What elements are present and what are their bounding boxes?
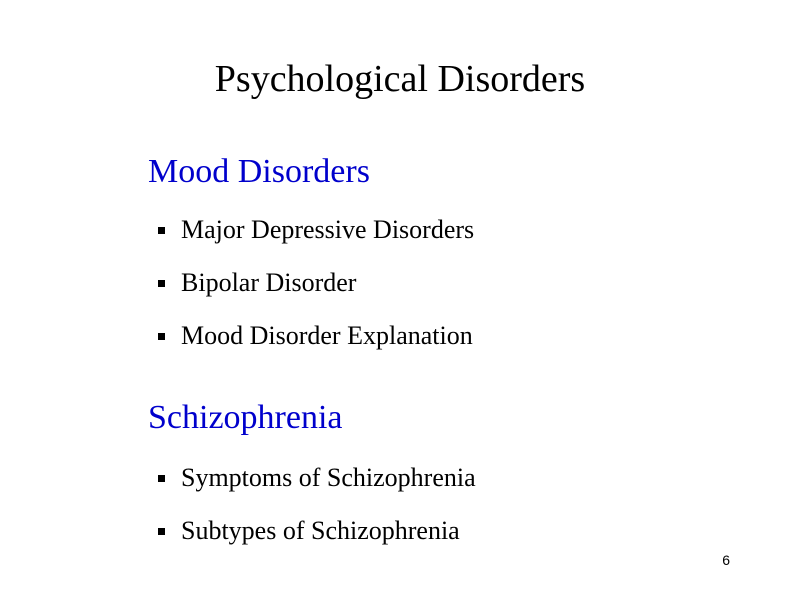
square-bullet-icon	[158, 528, 165, 535]
list-item	[158, 266, 474, 319]
square-bullet-icon	[158, 227, 165, 234]
mood-disorders-list	[158, 213, 474, 372]
list-item	[158, 461, 476, 514]
list-item-label: Mood Disorder Explanation	[181, 321, 473, 350]
list-item	[158, 213, 474, 266]
list-item	[158, 514, 476, 567]
list-item-label: Major Depressive Disorders	[181, 215, 475, 244]
square-bullet-icon	[158, 280, 165, 287]
schizophrenia-list	[158, 461, 476, 567]
list-item-label: Bipolar Disorder	[181, 268, 357, 297]
slide-title: Psychological Disorders	[214, 58, 586, 100]
list-item-label: Subtypes of Schizophrenia	[181, 516, 460, 545]
square-bullet-icon	[158, 475, 165, 482]
list-item	[158, 319, 474, 372]
list-item-label: Symptoms of Schizophrenia	[181, 463, 476, 492]
section-heading-schizophrenia: Schizophrenia	[148, 399, 343, 436]
square-bullet-icon	[158, 333, 165, 340]
page-number: 6	[722, 552, 730, 568]
section-heading-mood-disorders: Mood Disorders	[148, 153, 370, 190]
